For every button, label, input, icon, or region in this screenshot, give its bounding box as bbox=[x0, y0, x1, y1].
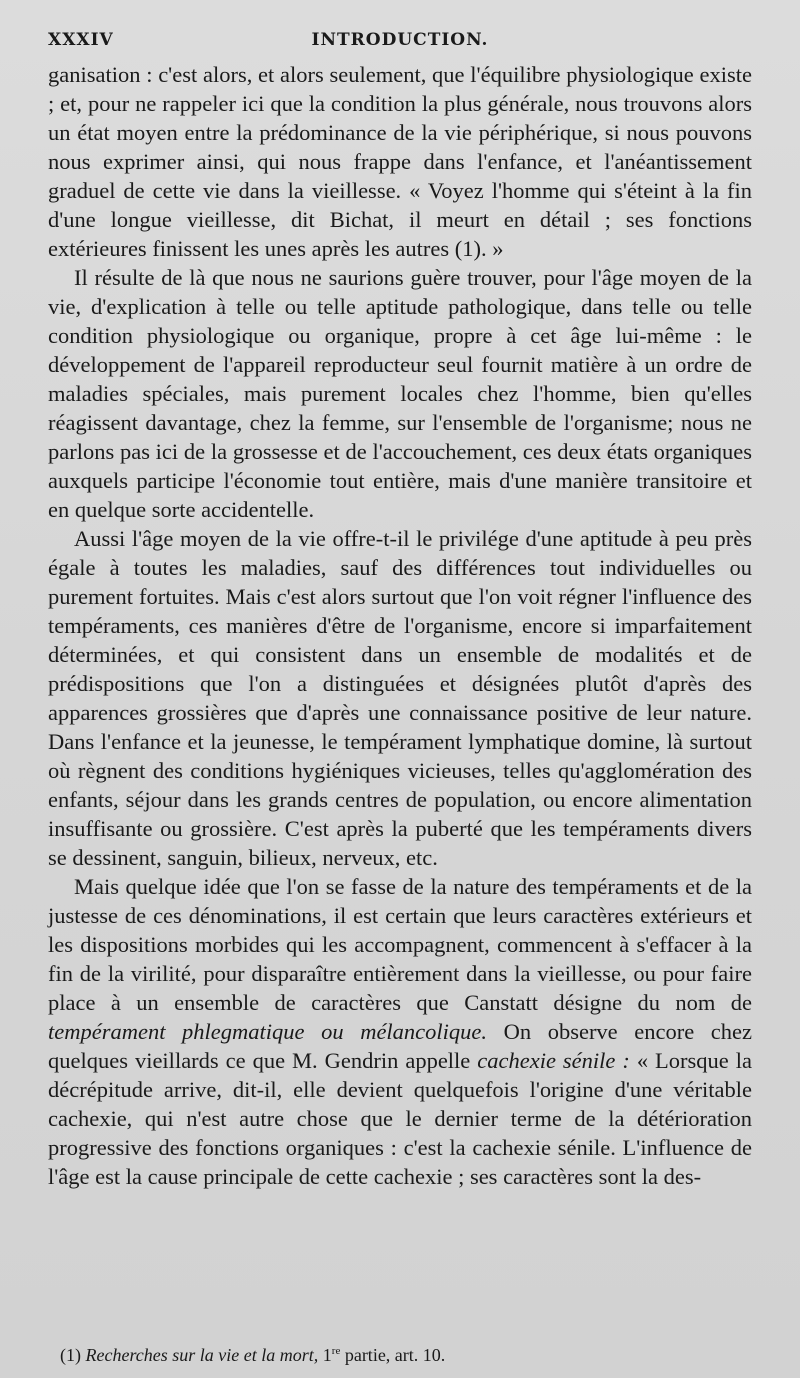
running-title: INTRODUCTION. bbox=[311, 30, 489, 50]
paragraph bbox=[48, 872, 752, 1191]
paragraph-text: « Lorsque la décrépitude arrive, dit-il, elle devient quelquefois l'origine d'une véritable cachexie, qui n'est autre chose que le dernier terme de la détérioration progressive des fonctions organiques : c'est la cachexie sénile. L'influence de l'âge est la cause principale de cette cachexie ; ses caractères sont la des- bbox=[48, 1048, 752, 1189]
body-text bbox=[48, 60, 752, 1191]
paragraph bbox=[48, 60, 752, 263]
paragraph bbox=[48, 524, 752, 872]
paragraph-text: Il résulte de là que nous ne saurions guère trouver, pour l'âge moyen de la vie, d'explication à telle ou telle aptitude pathologique, dans telle ou telle condition physiologique ou organique, propre à cet âge lui-même : le développement de l'appareil reproducteur seul fournit matière à un ordre de maladies spéciales, mais purement locales chez l'homme, bien qu'elles réagissent davantage, chez la femme, sur l'ensemble de l'organisme; nous ne parlons pas ici de la grossesse et de l'accouchement, ces deux états organiques auxquels participe l'économie tout entière, mais d'une manière transitoire et en quelque sorte accidentelle. bbox=[48, 265, 752, 522]
footnote-part-suffix: re bbox=[331, 1345, 341, 1357]
footnote bbox=[60, 1340, 752, 1366]
paragraph-text: Mais quelque idée que l'on se fasse de la nature des tempéraments et de la justesse de ces dénominations, il est certain que leurs caractères extérieurs et les dispositions morbides qui les accompagnent, commencent à s'effacer à la fin de la virilité, pour disparaître entièrement dans la vieillesse, ou pour faire place à un ensemble de caractères que Canstatt désigne du nom de bbox=[48, 874, 752, 1015]
italic-text: cachexie sénile : bbox=[477, 1048, 630, 1073]
paragraph-text: On observe encore chez quelques vieillards ce que M. Gendrin appelle bbox=[48, 1019, 752, 1073]
footnote-rest: partie, art. 10. bbox=[344, 1345, 446, 1365]
paragraph bbox=[48, 263, 752, 524]
page-header bbox=[48, 30, 752, 60]
paragraph-text: ganisation : c'est alors, et alors seulement, que l'équilibre physiologique existe ; et, pour ne rappeler ici que la condition la plus générale, nous trouvons alors un état moyen entre la prédominance de la vie périphérique, si nous pouvons nous exprimer ainsi, qui nous frappe dans l'enfance, et l'anéantissement graduel de cette vie dans la vieillesse. « Voyez l'homme qui s'éteint à la fin d'une longue vieillesse, dit Bichat, il meurt en détail ; ses fonctions extérieures finissent les unes après les autres (1). » bbox=[48, 62, 752, 261]
footnote-marker: (1) bbox=[60, 1345, 81, 1365]
italic-text: tempérament phlegmatique ou mélancolique. bbox=[48, 1019, 488, 1044]
paragraph-text: Aussi l'âge moyen de la vie offre-t-il le privilége d'une aptitude à peu près égale à toutes les maladies, sauf des différences tout individuelles ou purement fortuites. Mais c'est alors surtout que l'on voit régner l'influence des tempéraments, ces manières d'être de l'organisme, encore si imparfaitement déterminées, et qui consistent dans un ensemble de modalités et de prédispositions que l'on a distinguées et désignées plutôt d'après des apparences grossières que d'après une connaissance positive de leur nature. Dans l'enfance et la jeunesse, le tempérament lymphatique domine, là surtout où règnent des conditions hygiéniques vicieuses, telles qu'agglomération des enfants, séjour dans les grands centres de population, ou encore alimentation insuffisante ou grossière. C'est après la puberté que les tempéraments divers se dessinent, sanguin, bilieux, nerveux, etc. bbox=[48, 526, 752, 870]
page-number: XXXIV bbox=[48, 30, 114, 50]
footnote-title: Recherches sur la vie et la mort, bbox=[85, 1345, 319, 1365]
footnote-part-number: 1 bbox=[322, 1345, 332, 1365]
